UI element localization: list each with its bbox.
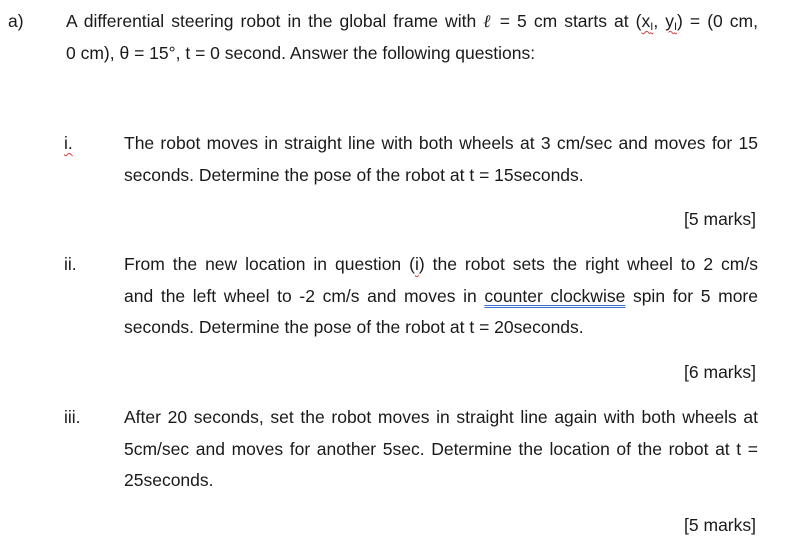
part-3-line-1: After 20 seconds, set the robot moves in straight line again with both wheels at — [124, 407, 758, 427]
x-variable: $x_I$ — [641, 11, 654, 33]
ell-symbol: ℓ — [483, 12, 493, 32]
part-2-marks: [6 marks] — [684, 362, 756, 382]
question-ref: i — [414, 254, 419, 274]
question-label: a) — [8, 11, 24, 31]
part-2-line-1: From the new location in question (i) the robot sets the right wheel to 2 cm/s — [124, 254, 758, 274]
y-variable: $y_I$ — [665, 11, 678, 33]
part-1-line-1: The robot moves in straight line with both wheels at 3 cm/sec and moves for 15 — [124, 133, 758, 153]
part-3-number: iii. — [64, 407, 81, 427]
part-2-number: ii. — [64, 254, 77, 274]
part-1-line-2: seconds. Determine the pose of the robot at t = 15seconds. — [124, 165, 584, 185]
intro-text-3: ) = (0 cm, — [677, 11, 758, 31]
intro-line-2: 0 cm), θ = 15°, t = 0 second. Answer the following questions: — [66, 43, 536, 63]
part-2-line-2: and the left wheel to -2 cm/s and moves in counter clockwise spin for 5 more — [124, 286, 758, 306]
intro-line-1: A differential steering robot in the global frame with ℓ = 5 cm starts at ($x_I$, $y_I) = (0$ cm, — [66, 11, 758, 33]
part-3-marks: [5 marks] — [684, 515, 756, 535]
intro-text-2: = 5 cm starts at ( — [492, 11, 642, 31]
part-1-marks: [5 marks] — [684, 209, 756, 229]
part-3-line-2: 5cm/sec and moves for another 5sec. Determine the location of the robot at t = — [124, 439, 758, 459]
part-3-line-3: 25seconds. — [124, 470, 214, 490]
part-1-number: i. — [64, 133, 73, 153]
counter-clockwise-term: counter clockwise — [484, 286, 626, 306]
part-2-line-3: seconds. Determine the pose of the robot at t = 20seconds. — [124, 317, 584, 337]
intro-text-1: A differential steering robot in the global frame with — [66, 11, 484, 31]
